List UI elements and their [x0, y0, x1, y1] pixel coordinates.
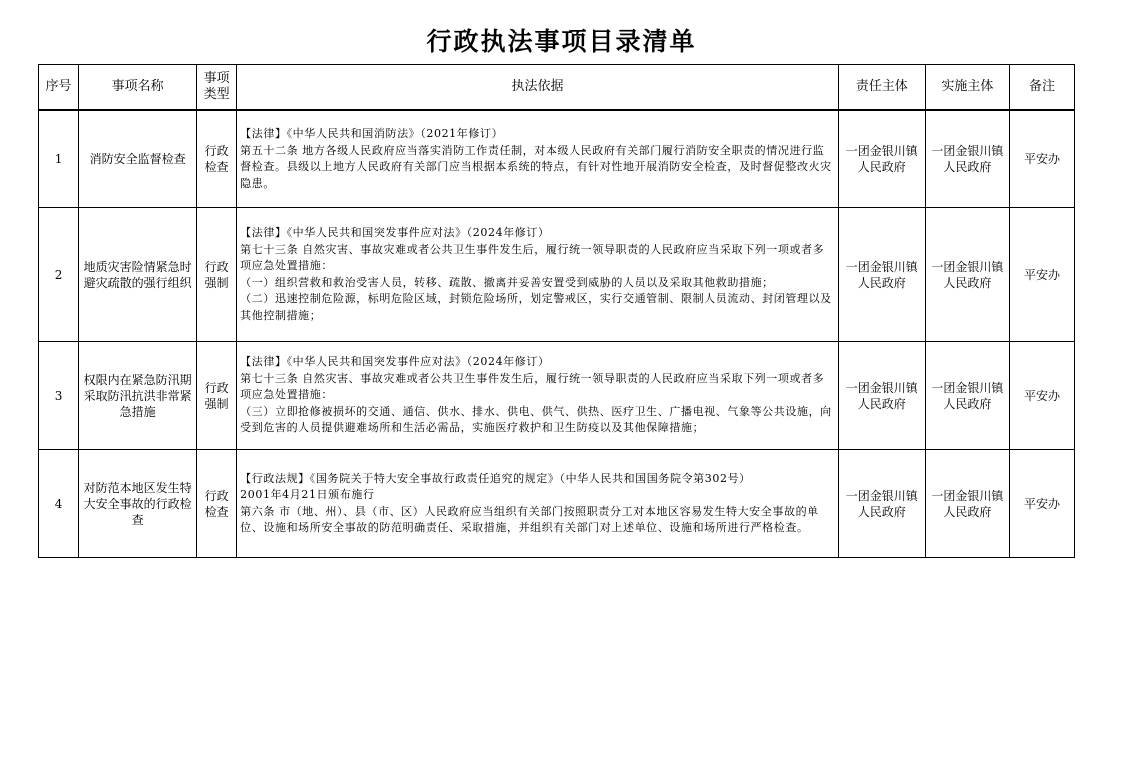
row-type: 行政强制 — [197, 342, 237, 450]
row-type: 行政强制 — [197, 208, 237, 342]
row-responsible: 一团金银川镇人民政府 — [838, 208, 925, 342]
row-basis — [237, 208, 839, 342]
table-header-row — [39, 65, 1075, 111]
row-num: 4 — [39, 450, 79, 558]
row-responsible: 一团金银川镇人民政府 — [838, 342, 925, 450]
row-name: 权限内在紧急防汛期采取防汛抗洪非常紧急措施 — [79, 342, 197, 450]
header-name: 事项名称 — [79, 65, 197, 111]
basis-line: （二）迅速控制危险源，标明危险区域，封锁危险场所，划定警戒区，实行交通管制、限制人员流动、封闭管理以及其他控制措施； — [240, 292, 832, 322]
header-type: 事项类型 — [197, 65, 237, 111]
row-num: 1 — [39, 110, 79, 208]
row-responsible: 一团金银川镇人民政府 — [838, 450, 925, 558]
row-type: 行政检查 — [197, 110, 237, 208]
row-responsible: 一团金银川镇人民政府 — [838, 110, 925, 208]
header-basis: 执法依据 — [237, 65, 839, 111]
basis-line: 第七十三条 自然灾害、事故灾难或者公共卫生事件发生后，履行统一领导职责的人民政府应当采取下列一项或者多项应急处置措施： — [240, 242, 825, 272]
row-implementer: 一团金银川镇人民政府 — [925, 450, 1009, 558]
row-implementer: 一团金银川镇人民政府 — [925, 208, 1009, 342]
table-row — [39, 450, 1075, 558]
row-type: 行政检查 — [197, 450, 237, 558]
basis-line: 【法律】《中华人民共和国消防法》（2021年修订） — [240, 127, 504, 140]
row-basis — [237, 450, 839, 558]
row-num: 3 — [39, 342, 79, 450]
header-note: 备注 — [1009, 65, 1074, 111]
row-implementer: 一团金银川镇人民政府 — [925, 110, 1009, 208]
row-basis — [237, 110, 839, 208]
row-name: 对防范本地区发生特大安全事故的行政检查 — [79, 450, 197, 558]
basis-line: 2001年4月21日颁布施行 — [240, 488, 375, 501]
catalog-table — [38, 64, 1075, 558]
row-name: 地质灾害险情紧急时避灾疏散的强行组织 — [79, 208, 197, 342]
basis-line: 【法律】《中华人民共和国突发事件应对法》（2024年修订） — [240, 226, 550, 239]
page-title: 行政执法事项目录清单 — [426, 27, 697, 56]
row-note: 平安办 — [1009, 208, 1074, 342]
basis-line: 【法律】《中华人民共和国突发事件应对法》（2024年修订） — [240, 355, 550, 369]
row-note: 平安办 — [1009, 110, 1074, 208]
header-responsible: 责任主体 — [838, 65, 925, 111]
table-row — [39, 208, 1075, 342]
basis-line: 第六条 市（地、州）、县（市、区）人民政府应当组织有关部门按照职责分工对本地区容易发生特大安全事故的单位、设施和场所安全事故的防范明确责任、采取措施，并组织有关部门对上述单位、设施和场所进行严格检查。 — [240, 504, 819, 534]
header-num: 序号 — [39, 65, 79, 111]
basis-line: （一）组织营救和救治受害人员，转移、疏散、撤离并妥善安置受到威胁的人员以及采取其他救助措施； — [240, 275, 774, 289]
table-row — [39, 342, 1075, 450]
basis-line: （三）立即抢修被损坏的交通、通信、供水、排水、供电、供气、供热、医疗卫生、广播电视、气象等公共设施，向受到危害的人员提供避难场所和生活必需品，实施医疗救护和卫生防疫以及其他保障措施； — [240, 404, 832, 435]
row-name: 消防安全监督检查 — [79, 110, 197, 208]
basis-line: 【行政法规】《国务院关于特大安全事故行政责任追究的规定》（中华人民共和国国务院令第302号） — [240, 471, 751, 485]
basis-line: 第五十二条 地方各级人民政府应当落实消防工作责任制，对本级人民政府有关部门履行消防安全职责的情况进行监督检查。县级以上地方人民政府有关部门应当根据本系统的特点，有针对性地开展消防安全检查，及时督促整改火灾隐患。 — [240, 143, 832, 190]
basis-line: 第七十三条 自然灾害、事故灾难或者公共卫生事件发生后，履行统一领导职责的人民政府应当采取下列一项或者多项应急处置措施： — [240, 371, 825, 402]
row-note: 平安办 — [1009, 450, 1074, 558]
row-num: 2 — [39, 208, 79, 342]
row-note: 平安办 — [1009, 342, 1074, 450]
table-row — [39, 110, 1075, 208]
row-basis — [237, 342, 839, 450]
row-implementer: 一团金银川镇人民政府 — [925, 342, 1009, 450]
header-implementer: 实施主体 — [925, 65, 1009, 111]
